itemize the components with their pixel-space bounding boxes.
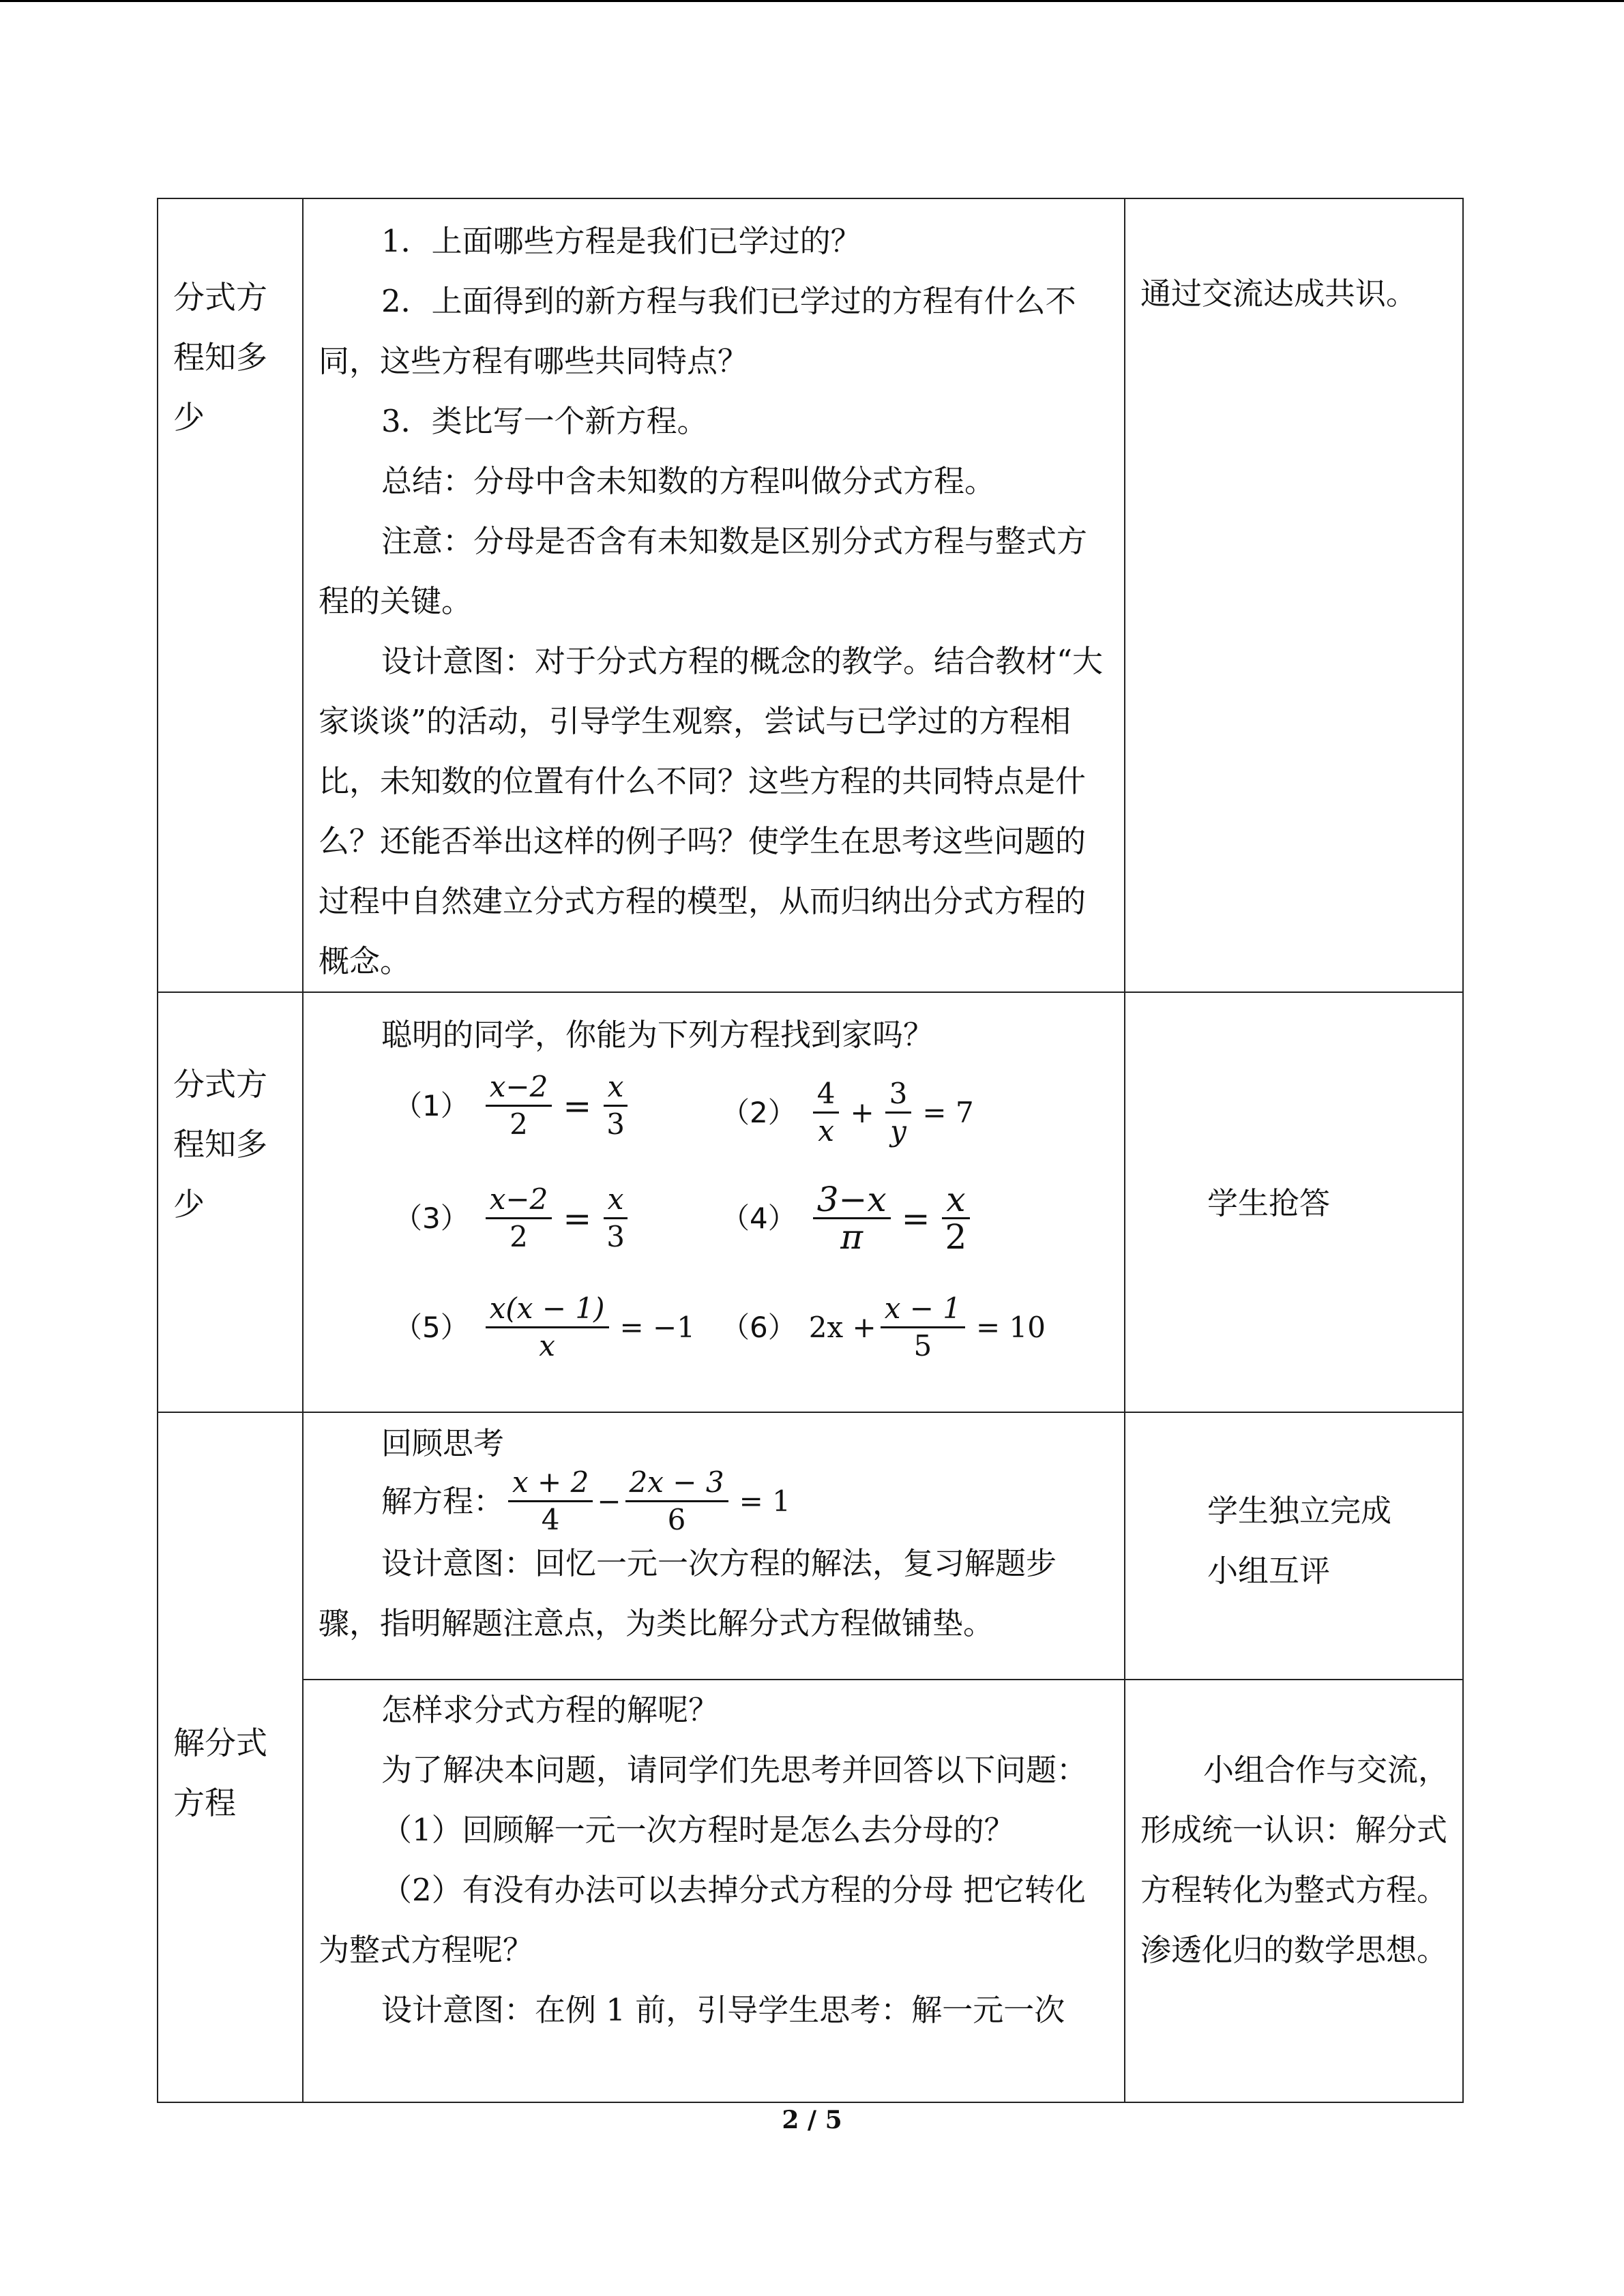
equals-sign: = xyxy=(563,1086,592,1126)
numerator: 3−x xyxy=(813,1183,891,1219)
numerator: x + 2 xyxy=(508,1466,593,1502)
minus-sign: − xyxy=(597,1484,621,1518)
note-cell xyxy=(1125,1412,1463,1680)
right-hand-side: = 10 xyxy=(976,1310,1046,1344)
denominator: 2 xyxy=(510,1220,528,1253)
equation-2 xyxy=(721,1077,981,1148)
denominator: 2 xyxy=(510,1107,528,1141)
content-cell xyxy=(303,1412,1125,1680)
numerator: x(x − 1) xyxy=(486,1292,609,1328)
plus-sign: + xyxy=(850,1095,874,1129)
numerator: x−2 xyxy=(486,1071,552,1107)
table-row xyxy=(158,1412,1463,1680)
equation-grid xyxy=(319,1071,1106,1412)
lesson-table xyxy=(157,198,1464,2103)
equals-sign: = xyxy=(901,1198,930,1238)
section-label: 解分式方程 xyxy=(173,1725,267,1821)
numerator: x xyxy=(604,1183,628,1219)
design-intent: 设计意图：对于分式方程的概念的教学。结合教材“大家谈谈”的活动，引导学生观察，尝试与已学过的方程相比，未知数的位置有什么不同？这些方程的共同特点是什么？还能否举出这样的例子吗？使学生在思考这些问题的过程中自然建立分式方程的模型，从而归纳出分式方程的概念。 xyxy=(319,643,1104,979)
attention: 注意：分母是否含有未知数是区别分式方程与整式方程的关键。 xyxy=(319,523,1088,619)
content-cell xyxy=(303,198,1125,992)
method-line: （2）有没有办法可以去掉分式方程的分母 把它转化为整式方程呢？ xyxy=(319,1872,1086,1968)
right-hand-side: = −1 xyxy=(619,1310,695,1344)
equation-3 xyxy=(394,1183,633,1253)
denominator: 3 xyxy=(606,1107,625,1141)
equation-4 xyxy=(721,1180,975,1257)
numerator: 4 xyxy=(813,1077,840,1114)
equation-prompt: 聪明的同学，你能为下列方程找到家吗？ xyxy=(381,1017,934,1053)
numerator: x xyxy=(604,1071,628,1107)
equation-5 xyxy=(394,1292,702,1362)
section-label-cell xyxy=(158,992,303,1412)
note-text: 小组合作与交流，形成统一认识：解分式方程转化为整式方程。渗透化归的数学思想。 xyxy=(1140,1752,1449,1968)
denominator: x xyxy=(539,1329,555,1362)
question-1: 1．上面哪些方程是我们已学过的？ xyxy=(381,223,861,259)
review-equation xyxy=(319,1465,1106,1536)
equation-label: （3） xyxy=(394,1201,469,1235)
section-label-cell xyxy=(158,198,303,992)
method-line: 设计意图：在例 1 前，引导学生思考：解一元一次 xyxy=(381,1992,1065,2028)
equation-label: （4） xyxy=(721,1201,797,1235)
equation-label: （1） xyxy=(394,1088,469,1122)
denominator: 5 xyxy=(913,1329,932,1362)
note-text: 通过交流达成共识。 xyxy=(1140,275,1417,312)
equals-sign: = xyxy=(563,1198,592,1238)
numerator: x − 1 xyxy=(881,1292,965,1328)
denominator: 3 xyxy=(606,1220,625,1253)
denominator: π xyxy=(840,1217,863,1257)
content-cell xyxy=(303,1680,1125,2102)
equation-6 xyxy=(721,1292,1052,1362)
right-hand-side: = 1 xyxy=(739,1484,791,1518)
question-3: 3．类比写一个新方程。 xyxy=(381,403,708,439)
numerator: x−2 xyxy=(486,1183,552,1219)
page-number: 2 / 5 xyxy=(782,2106,842,2134)
question-2: 2．上面得到的新方程与我们已学过的方程有什么不同，这些方程有哪些共同特点？ xyxy=(319,283,1076,379)
denominator: 6 xyxy=(667,1503,686,1536)
method-line: 怎样求分式方程的解呢？ xyxy=(381,1692,720,1728)
equation-label: （2） xyxy=(721,1095,797,1129)
review-intent: 设计意图：回忆一元一次方程的解法，复习解题步骤，指明解题注意点，为类比解分式方程做铺垫。 xyxy=(319,1545,1057,1641)
solve-label: 解方程： xyxy=(381,1482,505,1519)
denominator: 4 xyxy=(541,1503,560,1536)
note-cell xyxy=(1125,1680,1463,2102)
left-hand-side: 2x + xyxy=(808,1310,876,1344)
table-row xyxy=(158,1680,1463,2102)
table-row xyxy=(158,992,1463,1412)
note-text: 学生抢答 xyxy=(1207,1185,1331,1221)
note-cell xyxy=(1125,198,1463,992)
review-title: 回顾思考 xyxy=(381,1425,505,1461)
note-cell xyxy=(1125,992,1463,1412)
method-line: （1）回顾解一元一次方程时是怎么去分母的？ xyxy=(381,1812,1015,1848)
equation-1 xyxy=(394,1071,633,1141)
numerator: x xyxy=(942,1183,969,1219)
section-label: 分式方程知多少 xyxy=(173,279,267,436)
equation-label: （5） xyxy=(394,1310,469,1344)
content-cell xyxy=(303,992,1125,1412)
equation-label: （6） xyxy=(721,1310,797,1344)
denominator: x xyxy=(818,1114,834,1148)
numerator: 2x − 3 xyxy=(625,1466,728,1502)
section-label-cell xyxy=(158,1412,303,2102)
denominator: 2 xyxy=(945,1217,967,1257)
section-label: 分式方程知多少 xyxy=(173,1066,267,1223)
table-row xyxy=(158,198,1463,992)
method-line: 为了解决本问题，请同学们先思考并回答以下问题： xyxy=(381,1752,1088,1788)
denominator: y xyxy=(890,1114,906,1148)
note-line: 小组互评 xyxy=(1207,1553,1331,1589)
right-hand-side: = 7 xyxy=(922,1095,974,1129)
summary: 总结：分母中含未知数的方程叫做分式方程。 xyxy=(381,463,996,499)
note-line: 学生独立完成 xyxy=(1207,1493,1392,1529)
numerator: 3 xyxy=(885,1077,912,1114)
